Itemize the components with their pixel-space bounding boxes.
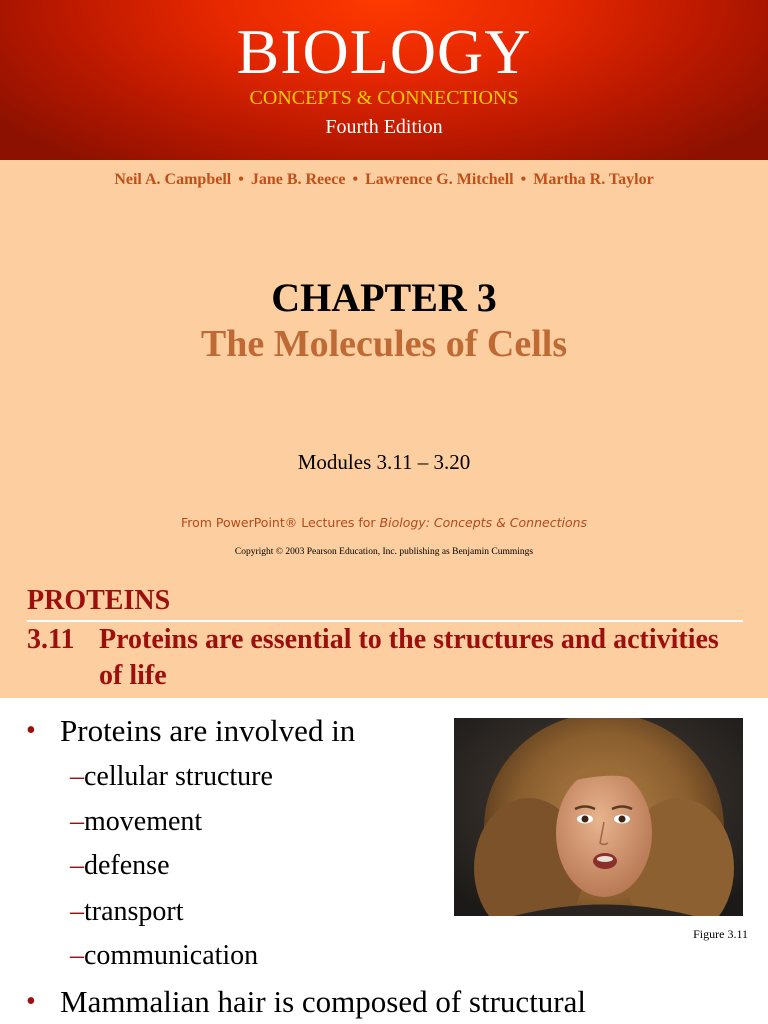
chapter-number: CHAPTER 3 [271,275,497,320]
sub-bullet-text: movement [84,806,203,837]
module-title: Proteins are essential to the structures and activities of life [99,624,719,691]
module-number: 3.11 [27,624,75,655]
sub-bullet-item [70,805,202,839]
author-name: Jane B. Reece [250,171,346,188]
author-list [0,170,768,190]
sub-bullet-marker: – [70,896,84,927]
book-subtitle: CONCEPTS & CONNECTIONS [249,87,519,109]
sub-bullet-item [70,849,170,883]
sub-bullet-item [70,760,273,794]
author-name: Martha R. Taylor [533,171,654,188]
book-title: BIOLOGY [236,16,532,87]
sub-bullet-item [70,895,184,929]
sub-bullet-text: defense [84,850,170,881]
book-edition: Fourth Edition [325,116,443,138]
portrait-illustration [454,718,743,916]
bullet-item [26,713,356,749]
copyright-notice: Copyright © 2003 Pearson Education, Inc. publishing as Benjamin Cummings [234,547,534,557]
bullet-item [26,984,587,1020]
sub-bullet-marker: – [70,761,84,792]
sub-bullet-marker: – [70,806,84,837]
author-separator: • [238,171,244,188]
figure-caption: Figure 3.11 [693,927,748,941]
sub-bullet-text: communication [84,940,259,971]
author-name: Lawrence G. Mitchell [365,171,514,188]
sub-bullet-text: cellular structure [84,761,273,792]
section-heading: PROTEINS [27,585,171,616]
powerpoint-credit [0,514,768,532]
woman-curly-hair-photo [454,718,743,916]
bullet-marker: • [26,715,36,746]
bullet-marker: • [26,986,36,1017]
modules-range: Modules 3.11 – 3.20 [297,450,471,474]
author-separator: • [352,171,359,188]
credit-prefix: From PowerPoint® Lectures for [180,515,380,530]
sub-bullet-marker: – [70,940,84,971]
bullet-text: Mammalian hair is composed of structural [60,984,587,1019]
chapter-title: The Molecules of Cells [200,323,568,365]
author-name: Neil A. Campbell [114,171,232,188]
bullet-text: Proteins are involved in [60,713,356,748]
sub-bullet-item [70,939,258,973]
author-separator: • [520,171,527,188]
sub-bullet-marker: – [70,850,84,881]
sub-bullet-text: transport [84,896,184,927]
credit-book-title: Biology: Concepts & Connections [379,515,588,530]
